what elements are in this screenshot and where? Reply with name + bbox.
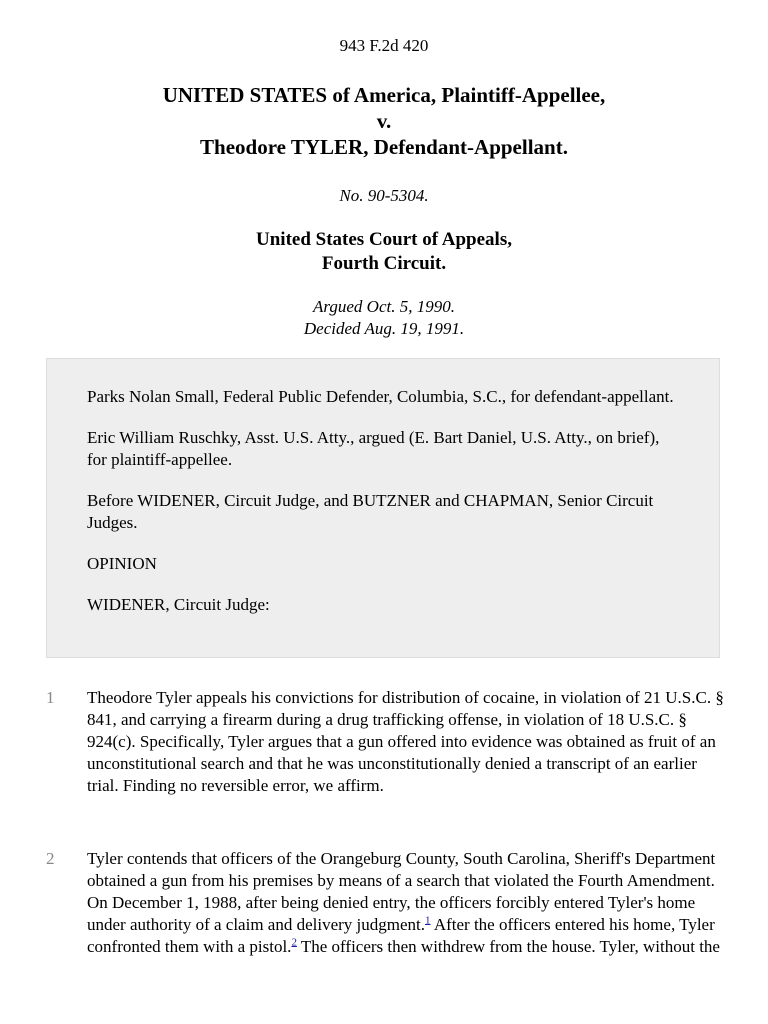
paragraph-number: 2 — [46, 849, 55, 868]
decided-date: Decided Aug. 19, 1991. — [303, 319, 465, 338]
footnote-link-1[interactable]: 1 — [425, 914, 431, 927]
paragraph-text-part: The officers then withdrew from the house. Tyler, without the — [296, 937, 720, 956]
court-name-line-2: Fourth Circuit. — [321, 253, 447, 274]
plaintiff-line: UNITED STATES of America, Plaintiff-Appellee, — [162, 83, 606, 107]
court-name-line-1: United States Court of Appeals, — [256, 229, 512, 250]
judge-panel: Before WIDENER, Circuit Judge, and BUTZNER and CHAPMAN, Senior Circuit Judges. — [87, 491, 654, 532]
case-caption — [0, 82, 768, 160]
defendant-line: Theodore TYLER, Defendant-Appellant. — [200, 135, 568, 159]
footnote-link-2[interactable]: 2 — [291, 936, 297, 949]
opinion-author: WIDENER, Circuit Judge: — [87, 595, 270, 614]
paragraph-text: Theodore Tyler appeals his convictions for distribution of cocaine, in violation of 21 U.S.C. § 841, and carrying a firearm during a drug trafficking offense, in violation of 18 U.S.C. § 924(c). Specifically, Tyler argues that a gun offered into evidence was obtained as fruit of an unconstitutional search and that he was unconstitutionally denied a transcript of an earlier trial. Finding no reversible error, we affirm. — [87, 688, 724, 795]
case-citation: 943 F.2d 420 — [339, 36, 429, 55]
paragraph-text-part: Tyler contends that officers of the Orangeburg County, South Carolina, Sheriff's Department obtained a gun from his premises by means of a search that violated the Fourth Amendment. On December 1, 1988, after being denied entry, the officers forcibly entered Tyler's home under authority of a claim and delivery judgment. — [87, 849, 716, 934]
counsel-plaintiff: Eric William Ruschky, Asst. U.S. Atty., argued (E. Bart Daniel, U.S. Atty., on brief), for plaintiff-appellee. — [87, 428, 660, 469]
counsel-defendant: Parks Nolan Small, Federal Public Defender, Columbia, S.C., for defendant-appellant. — [87, 387, 674, 406]
paragraph-number: 1 — [46, 688, 55, 707]
case-dates — [0, 296, 768, 340]
opinion-label: OPINION — [87, 554, 157, 573]
versus-line: v. — [376, 109, 392, 133]
counsel-info-box — [46, 358, 720, 658]
docket-number: No. 90-5304. — [339, 186, 429, 205]
court-name — [0, 228, 768, 276]
argued-date: Argued Oct. 5, 1990. — [313, 297, 455, 316]
paragraph-text — [87, 848, 727, 958]
paragraph-text-part: After the officers entered his home, Tyler confronted them with a pistol. — [87, 915, 715, 956]
